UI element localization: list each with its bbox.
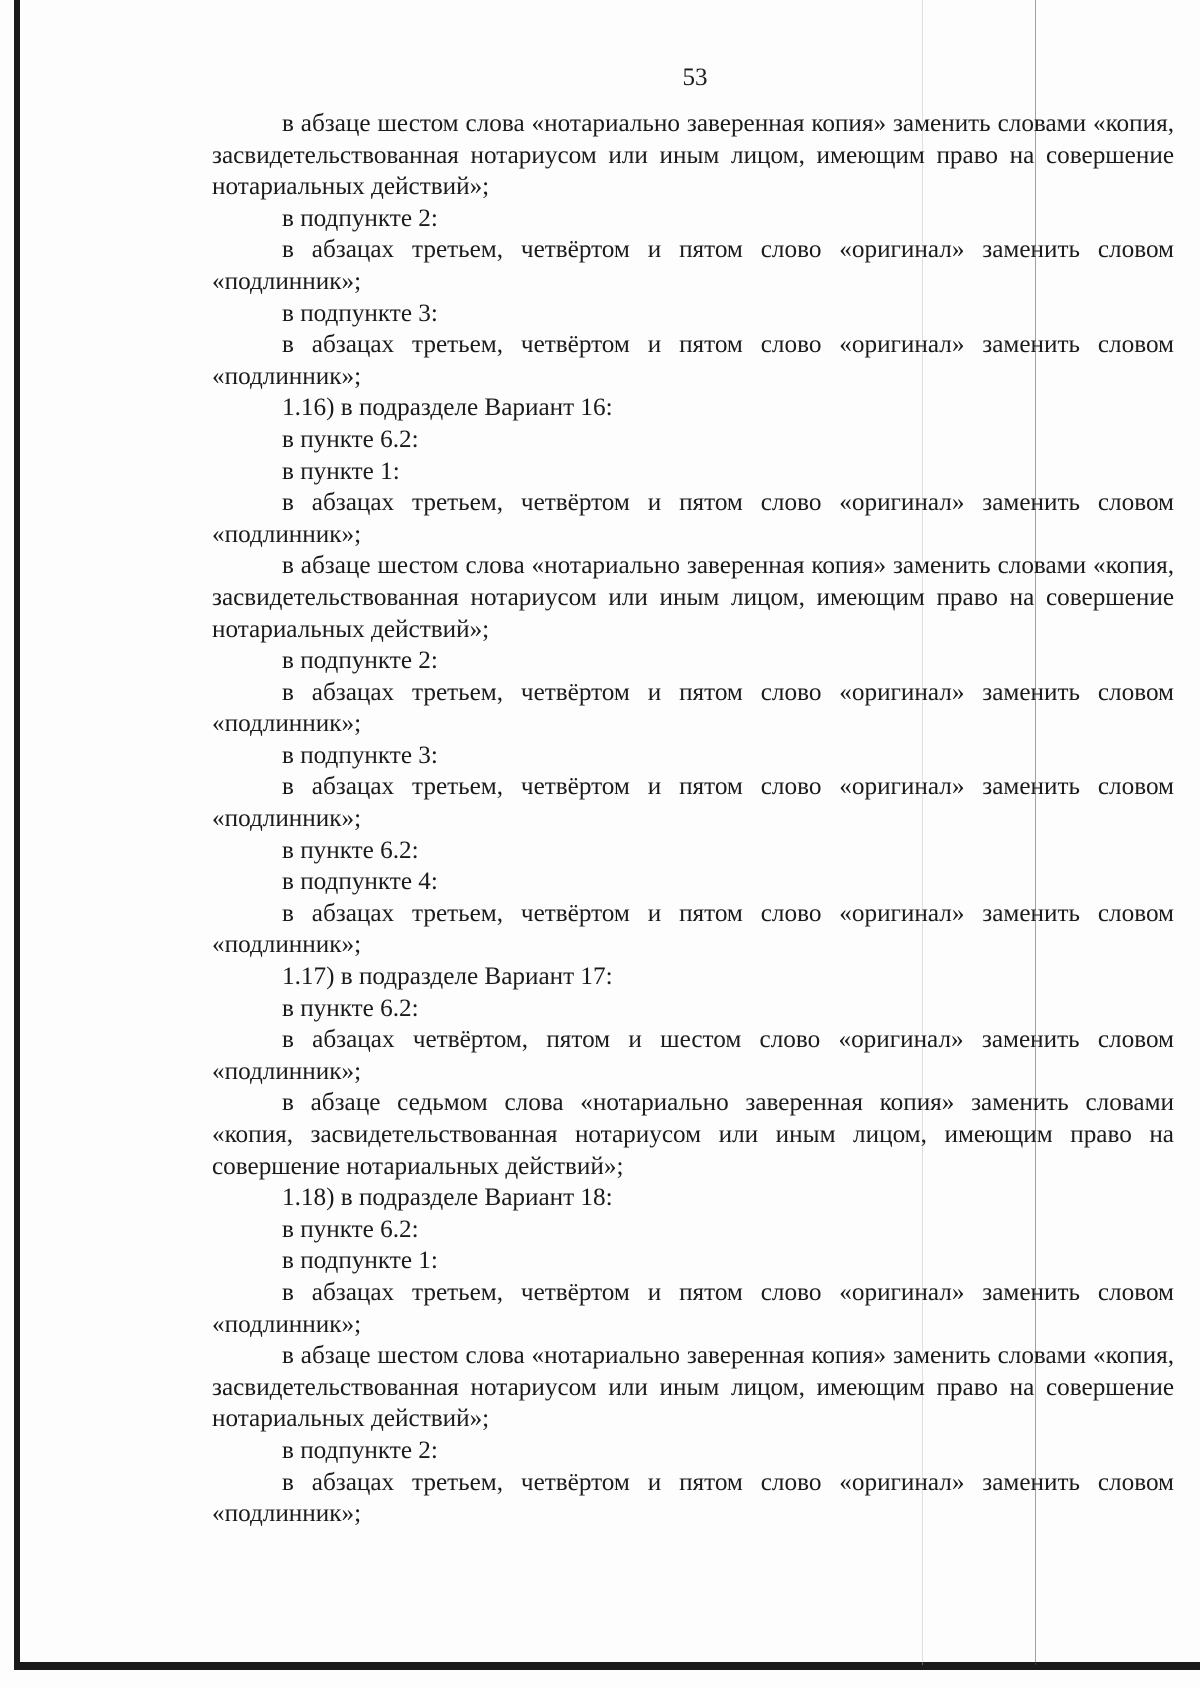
paragraph: в абзаце шестом слова «нотариально заверенная копия» заменить словами «копия, засвидетельствованная нотариусом или иным лицом, имеющим право на совершение нотариальных действий»;: [212, 552, 1181, 643]
paragraph: 1.18) в подразделе Вариант 18:: [282, 1184, 613, 1212]
paragraph: в пункте 6.2:: [282, 425, 419, 453]
paragraph: в абзаце седьмом слова «нотариально заверенная копия» заменить словами «копия, засвидетельствованная нотариусом или иным лицом, имеющим право на совершение нотариальных действий»;: [212, 1089, 1181, 1180]
scan-edge-left: [14, 0, 20, 1668]
paragraph: в пункте 6.2:: [282, 836, 419, 864]
paragraph: в абзацах третьем, четвёртом и пятом слово «оригинал» заменить словом «подлинник»;: [212, 773, 1181, 833]
paragraph: в абзаце шестом слова «нотариально заверенная копия» заменить словами «копия, засвидетельствованная нотариусом или иным лицом, имеющим право на совершение нотариальных действий»;: [212, 1342, 1181, 1433]
paragraph: в абзаце шестом слова «нотариально заверенная копия» заменить словами «копия, засвидетельствованная нотариусом или иным лицом, имеющим право на совершение нотариальных действий»;: [212, 110, 1181, 201]
paragraph: в абзацах третьем, четвёртом и пятом слово «оригинал» заменить словом «подлинник»;: [212, 489, 1181, 548]
paragraph: в подпункте 4:: [282, 868, 438, 896]
paragraph: в абзацах третьем, четвёртом и пятом слово «оригинал» заменить словом «подлинник»;: [212, 331, 1181, 390]
paragraph: в пункте 6.2:: [282, 994, 419, 1022]
paragraph: в пункте 6.2:: [282, 1215, 419, 1243]
paragraph: в подпункте 3:: [282, 299, 438, 327]
paragraph: в подпункте 2:: [282, 1436, 438, 1464]
page-number: 53: [682, 64, 708, 91]
paragraph: в абзацах третьем, четвёртом и пятом слово «оригинал» заменить словом «подлинник»;: [212, 236, 1181, 295]
paragraph: в абзацах четвёртом, пятом и шестом слово «оригинал» заменить словом «подлинник»;: [212, 1026, 1181, 1085]
paragraph: в подпункте 3:: [282, 741, 438, 769]
paragraph: в подпункте 2:: [282, 204, 438, 232]
paragraph: в подпункте 2:: [282, 647, 438, 675]
paragraph: в абзацах третьем, четвёртом и пятом слово «оригинал» заменить словом «подлинник»;: [212, 1468, 1181, 1528]
document-body: [212, 108, 1181, 1530]
paragraph: в подпункте 1:: [282, 1247, 438, 1275]
paragraph: 1.17) в подразделе Вариант 17:: [282, 963, 613, 991]
paragraph: 1.16) в подразделе Вариант 16:: [282, 394, 613, 422]
paragraph: в абзацах третьем, четвёртом и пятом слово «оригинал» заменить словом «подлинник»;: [212, 1278, 1181, 1338]
paragraph: в абзацах третьем, четвёртом и пятом слово «оригинал» заменить словом «подлинник»;: [212, 899, 1181, 959]
paragraph: в пункте 1:: [282, 457, 400, 485]
scan-edge-bottom: [14, 1662, 1200, 1670]
paragraph: в абзацах третьем, четвёртом и пятом слово «оригинал» заменить словом «подлинник»;: [212, 678, 1181, 738]
